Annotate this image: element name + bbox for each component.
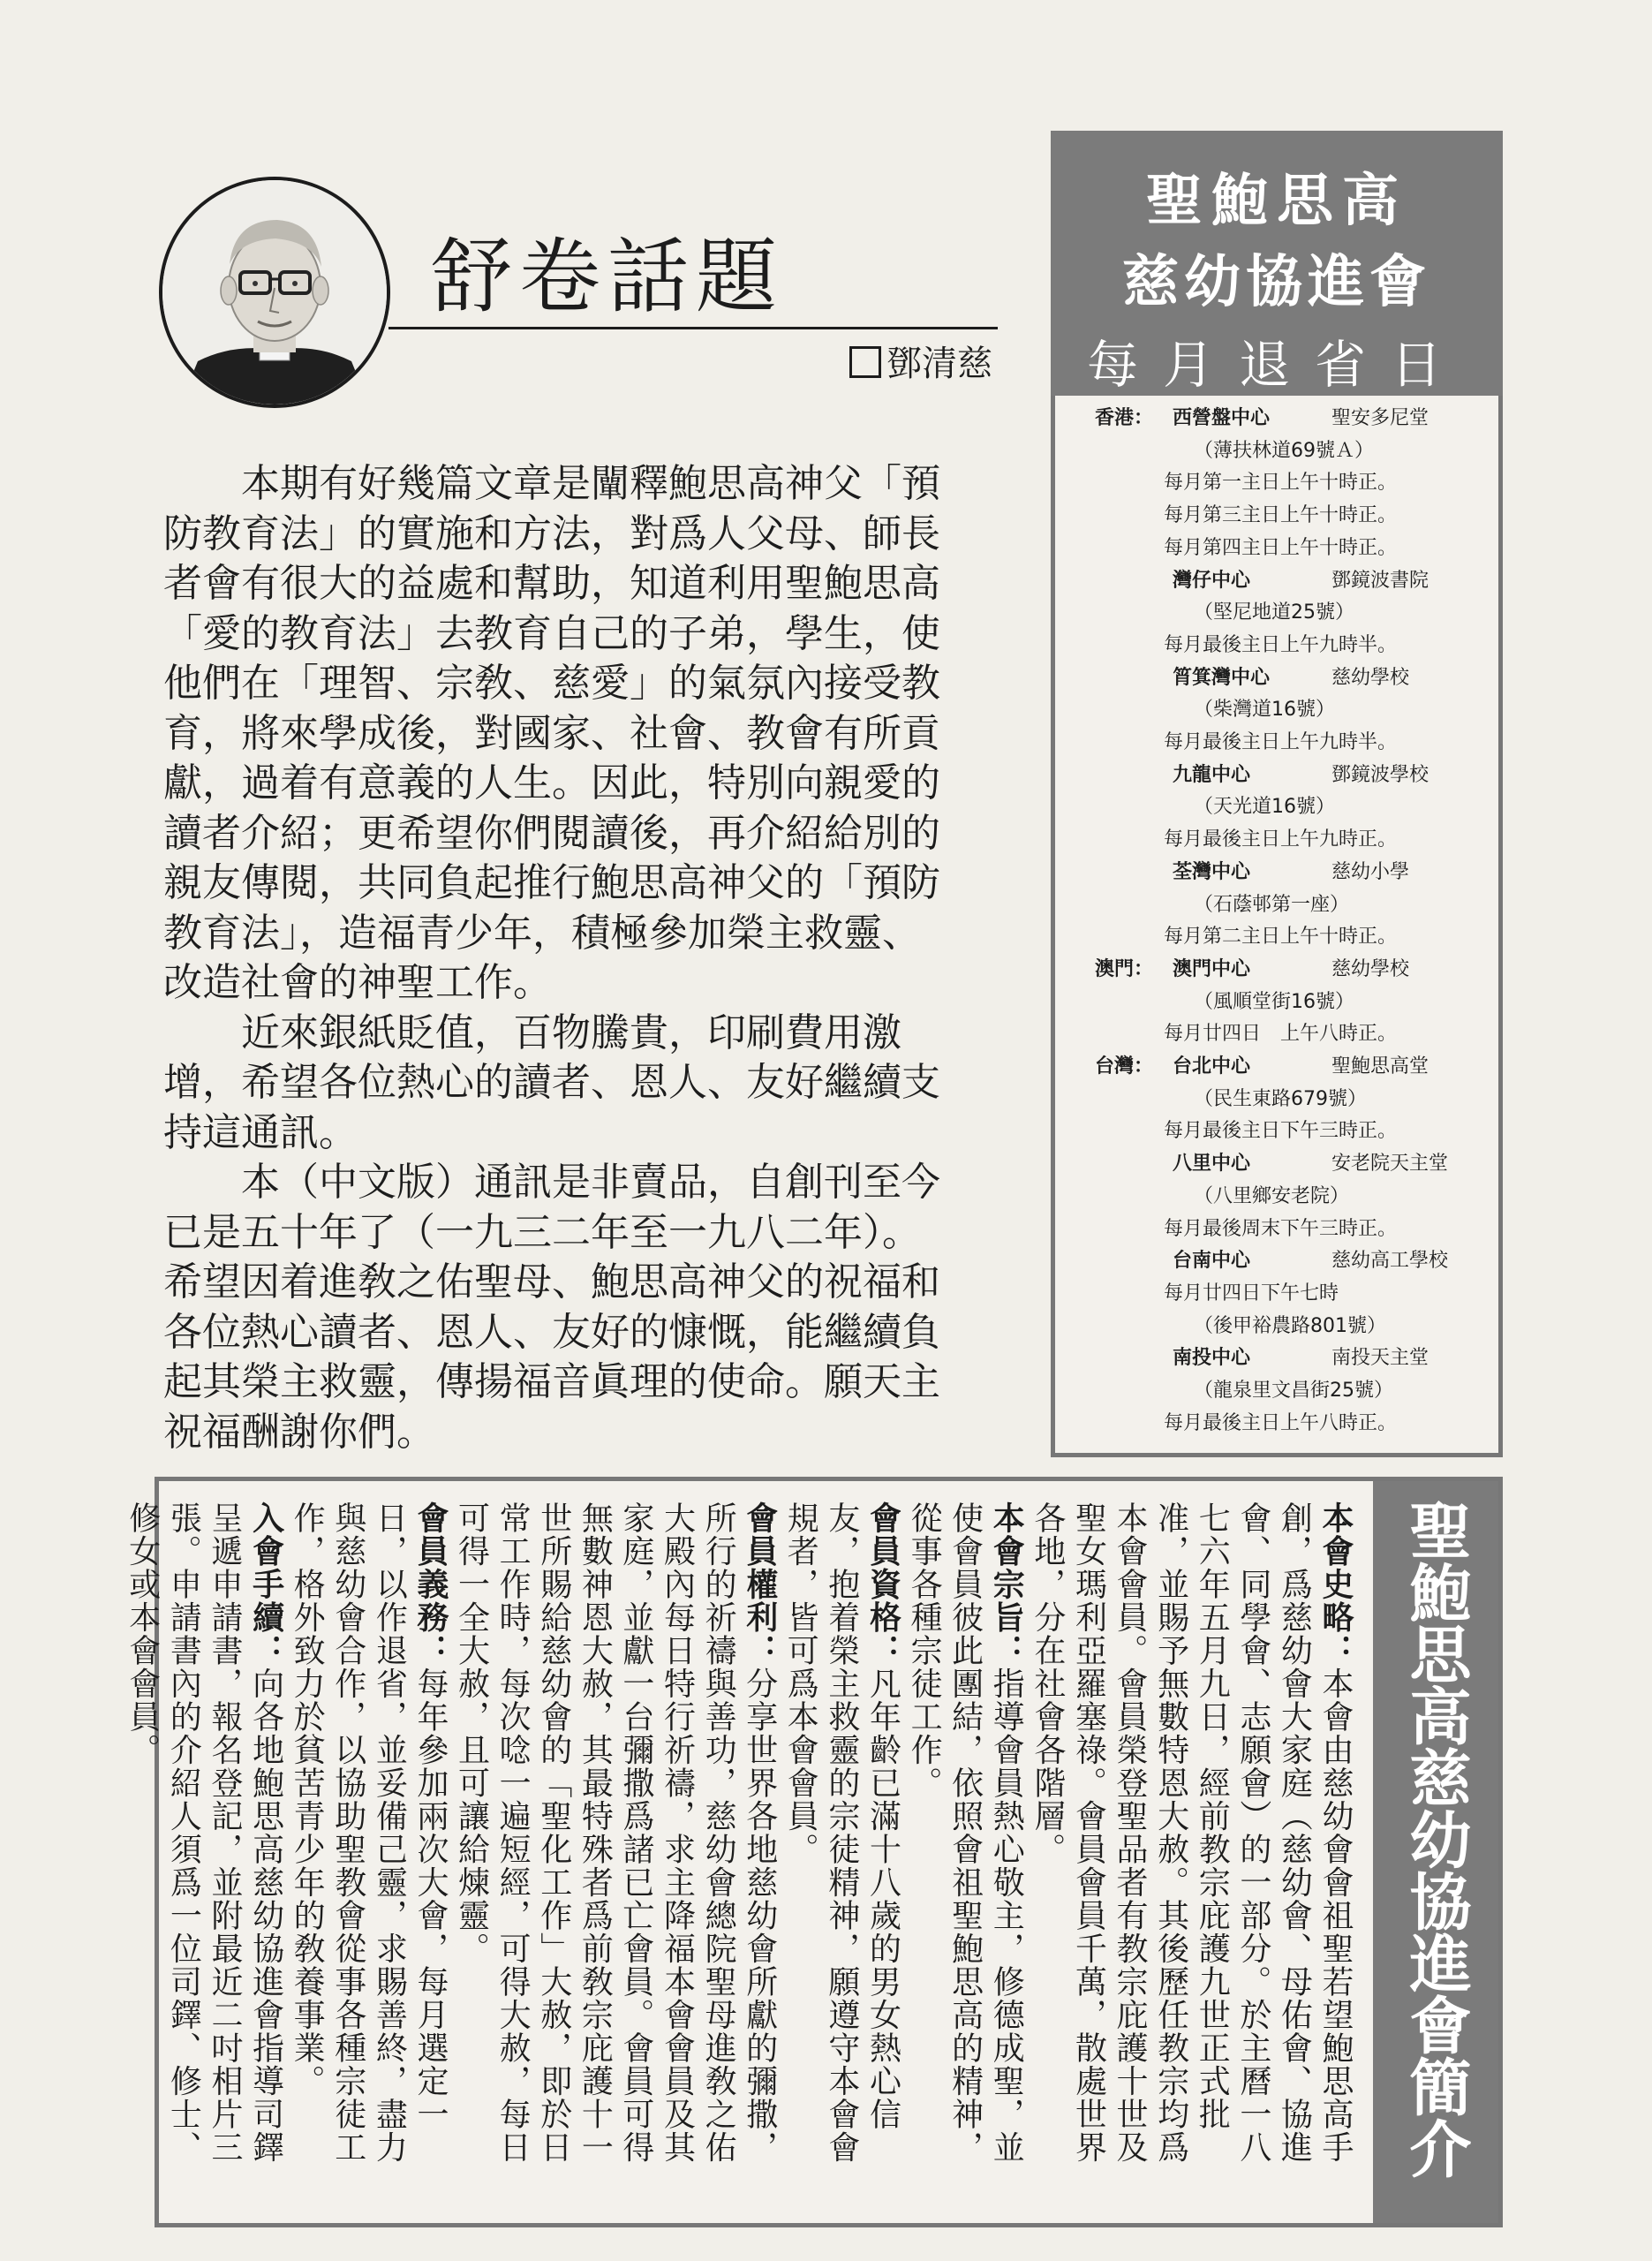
retreat-title: 每月退省日 bbox=[1086, 335, 1467, 395]
retreat-address: （天光道16號） bbox=[1194, 796, 1335, 819]
retreat-center: 南投中心 bbox=[1173, 1347, 1251, 1370]
retreat-time: 每月第三主日上午十時正。 bbox=[1164, 504, 1398, 527]
association-section bbox=[780, 1501, 903, 2190]
retreat-center: 台南中心 bbox=[1173, 1250, 1251, 1273]
retreat-time: 每月廿四日 上午八時正。 bbox=[1164, 1023, 1398, 1046]
association-title: 聖鮑思高慈幼協進會簡介 bbox=[1399, 1499, 1472, 2179]
retreat-center: 筲箕灣中心 bbox=[1173, 666, 1271, 689]
column-title: 舒卷話題 bbox=[431, 230, 785, 324]
association-section-label: 入會手續： bbox=[247, 1501, 284, 1667]
association-section bbox=[450, 1501, 780, 2190]
retreat-center: 九龍中心 bbox=[1173, 763, 1251, 786]
association-section bbox=[1026, 1501, 1355, 2190]
association-section-label: 本會宗旨： bbox=[988, 1501, 1025, 1667]
retreat-site: 南投天主堂 bbox=[1331, 1347, 1429, 1370]
retreat-center: 澳門中心 bbox=[1173, 957, 1251, 980]
portrait-photo bbox=[162, 180, 387, 405]
retreat-region: 香港： bbox=[1095, 407, 1154, 429]
retreat-region: 澳門： bbox=[1095, 957, 1154, 980]
association-section bbox=[902, 1501, 1026, 2190]
association-section-text: 向各地鮑思高慈幼協進會指導司鐸呈遞申請書，報名登記，並附最近二吋相片三張。申請書內的介紹人須爲一位司鐸、修士、修女或本會會員。 bbox=[124, 1501, 284, 2164]
retreat-address: （民生東路679號） bbox=[1194, 1087, 1367, 1110]
retreat-address: （後甲裕農路801號） bbox=[1194, 1314, 1386, 1337]
title-rule bbox=[388, 327, 998, 329]
retreat-site: 鄧鏡波學校 bbox=[1331, 763, 1429, 786]
retreat-schedule-list bbox=[1051, 402, 1503, 1453]
retreat-address: （柴灣道16號） bbox=[1194, 699, 1335, 722]
association-section-label: 會員義務： bbox=[411, 1501, 449, 1667]
retreat-site: 聖鮑思高堂 bbox=[1331, 1055, 1429, 1078]
editorial-paragraph: 本（中文版）通訊是非賣品，自創刊至今已是五十年了（一九三二年至一九八二年）。希望因着進敎之佑聖母、鮑思高神父的祝福和各位熱心讀者、恩人、友好的慷慨，能繼續負起其榮主救靈，傳揚福音眞理的使命。願天主祝福酬謝你們。 bbox=[163, 1160, 940, 1455]
retreat-time: 每月最後主日上午九時半。 bbox=[1164, 731, 1398, 753]
author-name: 鄧清慈 bbox=[886, 344, 992, 384]
editorial-paragraph: 本期有好幾篇文章是闡釋鮑思高神父「預防教育法」的實施和方法，對爲人父母、師長者會有很大的益處和幫助，知道利用聖鮑思高「愛的教育法」去教育自己的子弟，學生，使他們在「理智、宗敎、慈愛」的氣氛內接受教育，將來學成後，對國家、社會、教會有所貢獻，過着有意義的人生。因此，特別向親愛的讀者介紹；更希望你們閱讀後，再介紹給別的親友傳閱，共同負起推行鮑思高神父的「預防教育法」，造福青少年，積極參加榮主救靈、改造社會的神聖工作。 bbox=[163, 461, 940, 1005]
byline-box-icon bbox=[849, 346, 881, 378]
retreat-time: 每月最後周末下午三時正。 bbox=[1164, 1217, 1398, 1240]
retreat-time: 每月廿四日下午七時 bbox=[1164, 1282, 1339, 1304]
retreat-center: 西營盤中心 bbox=[1173, 407, 1271, 429]
association-section bbox=[286, 1501, 450, 2190]
retreat-site: 慈幼學校 bbox=[1331, 957, 1410, 980]
retreat-time: 每月最後主日上午八時正。 bbox=[1164, 1411, 1398, 1434]
retreat-center: 台北中心 bbox=[1173, 1055, 1251, 1078]
retreat-time: 每月第二主日上午十時正。 bbox=[1164, 926, 1398, 949]
retreat-address: （石蔭邨第一座） bbox=[1194, 893, 1350, 916]
retreat-center: 八里中心 bbox=[1173, 1153, 1251, 1176]
association-body bbox=[124, 1501, 1355, 2190]
retreat-address: （八里鄉安老院） bbox=[1194, 1184, 1350, 1207]
association-section-label: 會員權利： bbox=[741, 1501, 778, 1667]
association-section bbox=[121, 1501, 285, 2190]
retreat-site: 鄧鏡波書院 bbox=[1331, 569, 1429, 592]
editorial-body bbox=[163, 459, 958, 1457]
association-section-text: 本會由慈幼會會祖聖若望鮑思高手創，爲慈幼會大家庭（慈幼會、母佑會、協進會、同學會、志願會）的一部分。於主曆一八七六年五月九日，經前教宗庇護九世正式批准，並賜予無數特恩大赦。其後歷任教宗均爲本會會員。會員榮登聖品者有教宗庇護十世及聖女瑪利亞羅塞祿。會員會員千萬，散處世界各地，分在社會各階層。 bbox=[1029, 1501, 1354, 2164]
retreat-address: （龍泉里文昌街25號） bbox=[1194, 1380, 1393, 1402]
retreat-time: 每月最後主日上午九時半。 bbox=[1164, 633, 1398, 656]
retreat-time: 每月最後主日上午九時正。 bbox=[1164, 828, 1398, 851]
retreat-time: 每月最後主日下午三時正。 bbox=[1164, 1120, 1398, 1143]
author-portrait bbox=[159, 177, 390, 408]
retreat-site: 慈幼小學 bbox=[1331, 860, 1410, 883]
retreat-address: （薄扶林道69號Ａ） bbox=[1194, 439, 1374, 462]
retreat-site: 安老院天主堂 bbox=[1331, 1153, 1449, 1176]
org-name-line1: 聖鮑思高 bbox=[1146, 169, 1407, 234]
retreat-site: 慈幼高工學校 bbox=[1331, 1250, 1449, 1273]
association-section-label: 本會史略： bbox=[1317, 1501, 1354, 1667]
byline bbox=[849, 336, 992, 386]
retreat-site: 慈幼學校 bbox=[1331, 666, 1410, 689]
association-section-text: 分享世界各地慈幼會所獻的彌撒，所行的祈禱與善功，慈幼會總院聖母進敎之佑大殿內每日特行祈禱，求主降福本會會員及其家庭，並獻一台彌撒爲諸已亡會員。會員可得無數神恩大赦，其最特殊者爲前敎宗庇護十一世所賜給慈幼會的「聖化工作」大赦，即於日常工作時，每次唸一遍短經，可得大赦，每日可得一全大赦，且可讓給煉靈。 bbox=[453, 1501, 778, 2164]
association-section-text: 指導會員熱心敬主，修德成聖，並使會員彼此團結，依照會祖聖鮑思高的精神，從事各種宗徒工作。 bbox=[906, 1501, 1025, 2164]
editorial-paragraph: 近來銀紙貶值，百物騰貴，印刷費用激增，希望各位熱心的讀者、恩人、友好繼續支持這通訊。 bbox=[163, 1010, 940, 1155]
org-name-line2: 慈幼協進會 bbox=[1122, 250, 1431, 315]
retreat-address: （堅尼地道25號） bbox=[1194, 601, 1354, 624]
retreat-address: （風順堂街16號） bbox=[1194, 990, 1354, 1013]
association-section-label: 會員資格： bbox=[864, 1501, 901, 1667]
retreat-time: 每月第一主日上午十時正。 bbox=[1164, 472, 1398, 495]
association-section-text: 凡年齡已滿十八歲的男女熱心信友，抱着榮主救靈的宗徒精神，願遵守本會會規者，皆可爲本會會員。 bbox=[782, 1501, 901, 2164]
association-title-band bbox=[1373, 1481, 1498, 2223]
association-section-text: 每年參加兩次大會，每月選定一日，以作退省，並妥備己靈，求賜善終，盡力與慈幼會合作，以協助聖教會從事各種宗徒工作，格外致力於貧苦青少年的敎養事業。 bbox=[289, 1501, 449, 2164]
retreat-center: 荃灣中心 bbox=[1173, 860, 1251, 883]
retreat-site: 聖安多尼堂 bbox=[1331, 407, 1429, 429]
retreat-region: 台灣： bbox=[1095, 1055, 1154, 1078]
retreat-header bbox=[1051, 131, 1503, 396]
retreat-center: 灣仔中心 bbox=[1173, 569, 1251, 592]
retreat-time: 每月第四主日上午十時正。 bbox=[1164, 536, 1398, 559]
